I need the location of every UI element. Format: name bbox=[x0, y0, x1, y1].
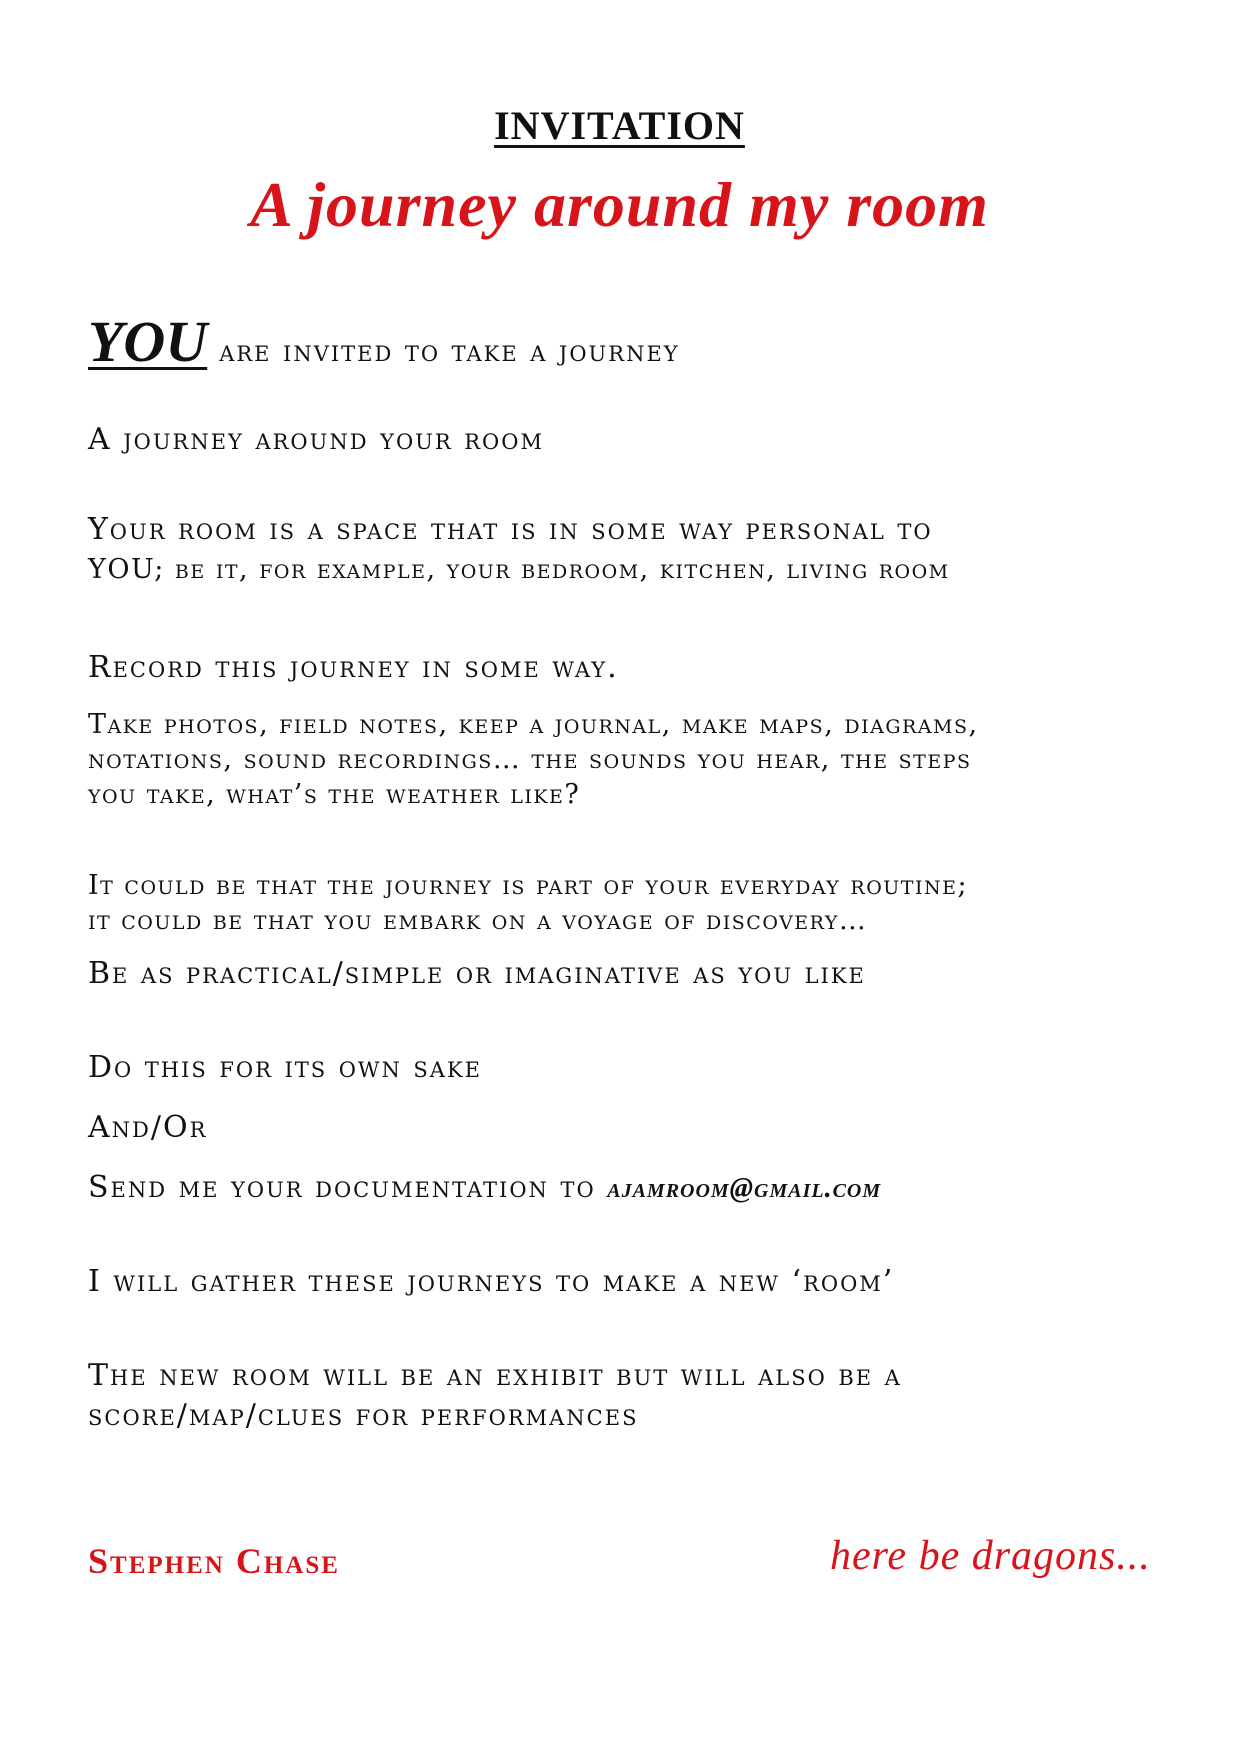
paragraph-line: Take photos, field notes, keep a journal, make maps, diagrams, bbox=[88, 709, 979, 740]
you-emphasis: YOU bbox=[88, 309, 208, 374]
author-signature: Stephen Chase bbox=[88, 1541, 340, 1581]
paragraph-new-room bbox=[88, 1356, 902, 1436]
intro-text: are invited to take a journey bbox=[219, 334, 680, 369]
paragraph-record-journey: Record this journey in some way. bbox=[88, 650, 619, 685]
paragraph-line: Your room is a space that is in some way personal to bbox=[88, 512, 933, 547]
invitation-heading: INVITATION bbox=[494, 103, 745, 148]
paragraph-line: notations, sound recordings… the sounds you hear, the steps bbox=[88, 744, 972, 775]
paragraph-routine-or-discovery bbox=[88, 868, 968, 938]
intro-line bbox=[88, 308, 680, 375]
paragraph-line: YOU; be it, for example, your bedroom, kitchen, living room bbox=[88, 554, 950, 585]
paragraph-line: score/map/clues for performances bbox=[88, 1398, 639, 1433]
paragraph-line: you take, what’s the weather like? bbox=[88, 779, 581, 810]
send-text: Send me your documentation to bbox=[88, 1170, 596, 1205]
paragraph-practical-or-imaginative: Be as practical/simple or imaginative as you like bbox=[88, 956, 866, 991]
paragraph-line: it could be that you embark on a voyage of discovery… bbox=[88, 905, 868, 936]
page-title: A journey around my room bbox=[250, 169, 989, 240]
email-link[interactable]: ajamroom@gmail.com bbox=[607, 1173, 882, 1204]
paragraph-and-or: And/Or bbox=[88, 1110, 208, 1145]
paragraph-gather-journeys: I will gather these journeys to make a new ‘room’ bbox=[88, 1264, 895, 1299]
paragraph-own-sake: Do this for its own sake bbox=[88, 1050, 482, 1085]
tagline: here be dragons... bbox=[830, 1533, 1151, 1579]
paragraph-room-description bbox=[88, 510, 950, 590]
paragraph-record-methods bbox=[88, 707, 979, 812]
paragraph-journey-around-room: A journey around your room bbox=[88, 422, 544, 457]
paragraph-line: It could be that the journey is part of your everyday routine; bbox=[88, 870, 969, 901]
paragraph-send-documentation bbox=[88, 1168, 881, 1209]
paragraph-line: The new room will be an exhibit but will also be a bbox=[88, 1358, 902, 1393]
